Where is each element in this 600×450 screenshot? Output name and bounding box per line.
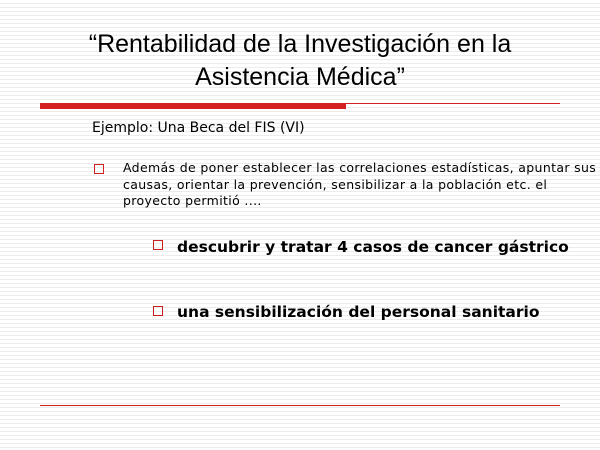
title-divider-thick [40, 103, 346, 109]
title-divider-thin [346, 103, 560, 104]
slide-title-line-2: Asistencia Médica” [195, 63, 405, 91]
hollow-square-bullet-icon [153, 306, 163, 316]
slide-title [20, 28, 580, 94]
slide-subtitle: Ejemplo: Una Beca del FIS (VI) [92, 120, 305, 136]
slide-title-line-1: “Rentabilidad de la Investigación en la [88, 30, 512, 58]
bullet-point-1: descubrir y tratar 4 casos de cancer gástrico [177, 238, 569, 256]
bullet-point-2: una sensibilización del personal sanitario [177, 303, 540, 321]
footer-divider [40, 405, 560, 406]
bullet-paragraph: Además de poner establecer las correlaciones estadísticas, apuntar sus causas, orientar la prevención, sensibilizar a la población etc. el proyecto permitió .... [123, 160, 597, 208]
hollow-square-bullet-icon [153, 240, 163, 250]
hollow-square-bullet-icon [94, 164, 104, 174]
